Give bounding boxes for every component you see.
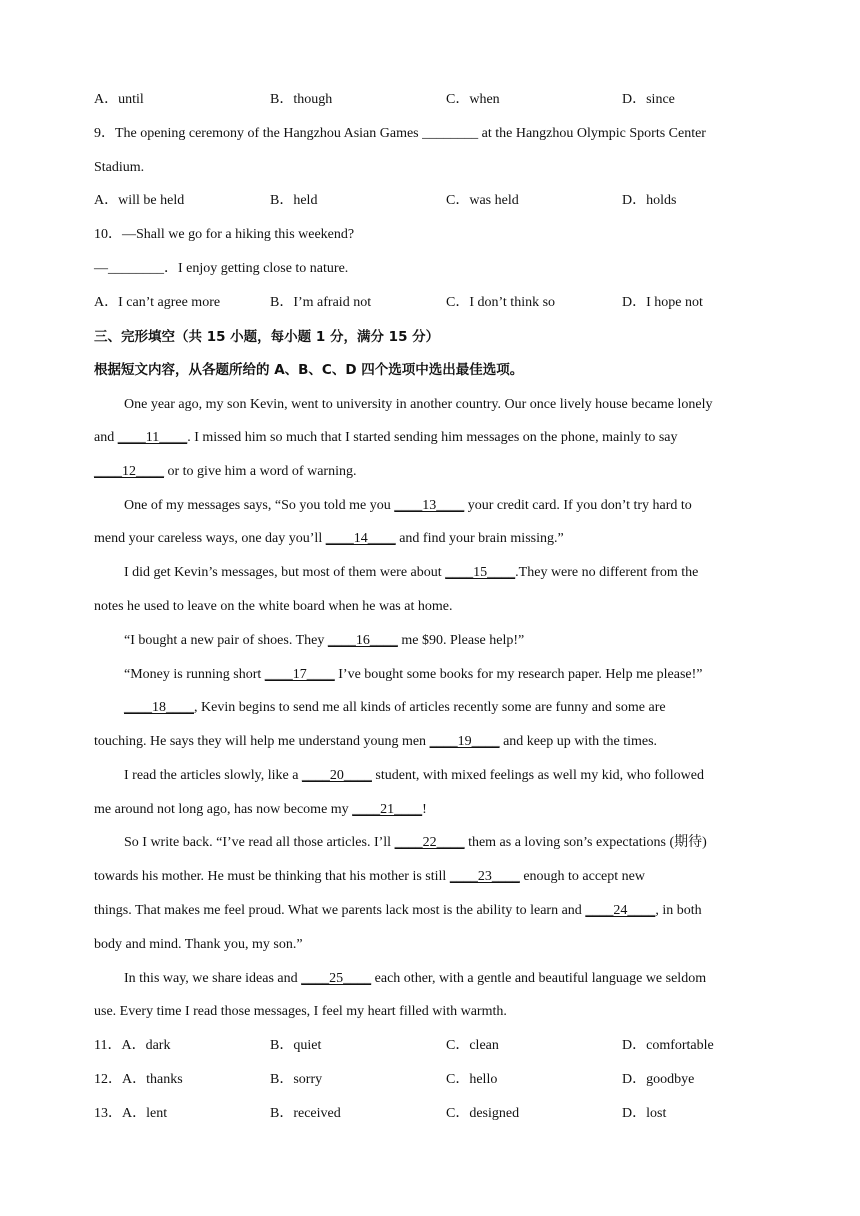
blank-18: ____18____: [124, 700, 194, 715]
q9-stem-cont: Stadium.: [94, 160, 145, 175]
q10-option-b: B．I’m afraid not: [270, 295, 372, 310]
blank-19: ____19____: [429, 734, 500, 749]
q8-options: [94, 91, 774, 109]
q12-option-c: C．hello: [446, 1072, 498, 1087]
passage-line: use. Every time I read those messages, I feel my heart filled with warmth.: [94, 1004, 507, 1019]
q10-option-a: A．I can’t agree more: [94, 295, 221, 310]
q10-stem: 10．—Shall we go for a hiking this weekend?: [94, 227, 355, 242]
q13-option-b: B．received: [270, 1106, 341, 1121]
blank-20: ____20____: [301, 768, 372, 783]
q9-stem: 9．The opening ceremony of the Hangzhou Asian Games ________ at the Hangzhou Olympic Sports Center: [94, 126, 706, 141]
blank-22: ____22____: [394, 835, 465, 850]
q12-option-a: 12．A．thanks: [94, 1072, 183, 1087]
passage-line: In this way, we share ideas and ____25____ each other, with a gentle and beautiful language we seldom: [124, 971, 707, 986]
blank-17: ____17____: [264, 667, 335, 682]
q12-options: [94, 1071, 774, 1089]
q11-option-d: D．comfortable: [622, 1038, 714, 1053]
q9-option-a: A．will be held: [94, 193, 185, 208]
section-heading: 三、完形填空（共 15 小题，每小题 1 分，满分 15 分）: [94, 329, 440, 345]
passage-line: body and mind. Thank you, my son.”: [94, 937, 303, 952]
blank-25: ____25____: [301, 971, 372, 986]
q8-option-a: A．until: [94, 92, 144, 107]
passage-line: things. That makes me feel proud. What we parents lack most is the ability to learn and ____24____, in both: [94, 903, 702, 918]
blank-21: ____21____: [352, 802, 423, 817]
passage-line: One year ago, my son Kevin, went to university in another country. Our once lively house became lonely: [124, 397, 713, 412]
q12-option-d: D．goodbye: [622, 1072, 695, 1087]
q10-options: [94, 294, 774, 312]
q9-option-d: D．holds: [622, 193, 677, 208]
q8-option-b: B．though: [270, 92, 333, 107]
blank-23: ____23____: [449, 869, 520, 884]
q9-option-c: C．was held: [446, 193, 519, 208]
blank-15: ____15____: [445, 565, 516, 580]
blank-11: ____11____: [117, 430, 188, 445]
q13-option-a: 13．A．lent: [94, 1106, 168, 1121]
passage-line: touching. He says they will help me understand young men ____19____ and keep up with the times.: [94, 734, 658, 749]
passage-line: and ____11____. I missed him so much that I started sending him messages on the phone, mainly to say: [94, 430, 678, 445]
q10-option-d: D．I hope not: [622, 295, 703, 310]
blank-14: ____14____: [325, 531, 396, 546]
blank-24: ____24____: [585, 903, 656, 918]
passage-line: notes he used to leave on the white board when he was at home.: [94, 599, 453, 614]
passage-line: I did get Kevin’s messages, but most of them were about ____15____.They were no different from the: [124, 565, 699, 580]
q13-options: [94, 1105, 774, 1123]
blank-16: ____16____: [327, 633, 398, 648]
blank-12: ____12____: [94, 464, 164, 479]
q11-option-b: B．quiet: [270, 1038, 322, 1053]
q13-option-c: C．designed: [446, 1106, 520, 1121]
passage-line: mend your careless ways, one day you’ll ____14____ and find your brain missing.”: [94, 531, 564, 546]
passage-line: One of my messages says, “So you told me you ____13____ your credit card. If you don’t try hard to: [124, 498, 692, 513]
passage-line: towards his mother. He must be thinking that his mother is still ____23____ enough to accept new: [94, 869, 645, 884]
passage-line: “Money is running short ____17____ I’ve bought some books for my research paper. Help me please!”: [124, 667, 703, 682]
q11-option-a: 11．A．dark: [94, 1038, 171, 1053]
passage-line: “I bought a new pair of shoes. They ____16____ me $90. Please help!”: [124, 633, 525, 648]
q9-option-b: B．held: [270, 193, 318, 208]
passage-line: ____12____ or to give him a word of warning.: [94, 464, 357, 479]
q10-option-c: C．I don’t think so: [446, 295, 556, 310]
passage-line: I read the articles slowly, like a ____20____ student, with mixed feelings as well my kid, who followed: [124, 768, 704, 783]
q11-option-c: C．clean: [446, 1038, 499, 1053]
q10-stem-reply: —________．I enjoy getting close to nature.: [94, 261, 349, 276]
q8-option-d: D．since: [622, 92, 675, 107]
q13-option-d: D．lost: [622, 1106, 667, 1121]
q8-option-c: C．when: [446, 92, 500, 107]
blank-13: ____13____: [394, 498, 465, 513]
passage-line: me around not long ago, has now become my ____21____!: [94, 802, 427, 817]
passage-line: So I write back. “I’ve read all those articles. I’ll ____22____ them as a loving son’s expectations (期待): [124, 835, 707, 850]
q9-options: [94, 192, 774, 210]
q11-options: [94, 1037, 774, 1055]
section-instruction: 根据短文内容，从各题所给的 A、B、C、D 四个选项中选出最佳选项。: [94, 362, 524, 378]
q12-option-b: B．sorry: [270, 1072, 323, 1087]
passage-line: ____18____, Kevin begins to send me all kinds of articles recently some are funny and some are: [124, 700, 666, 715]
